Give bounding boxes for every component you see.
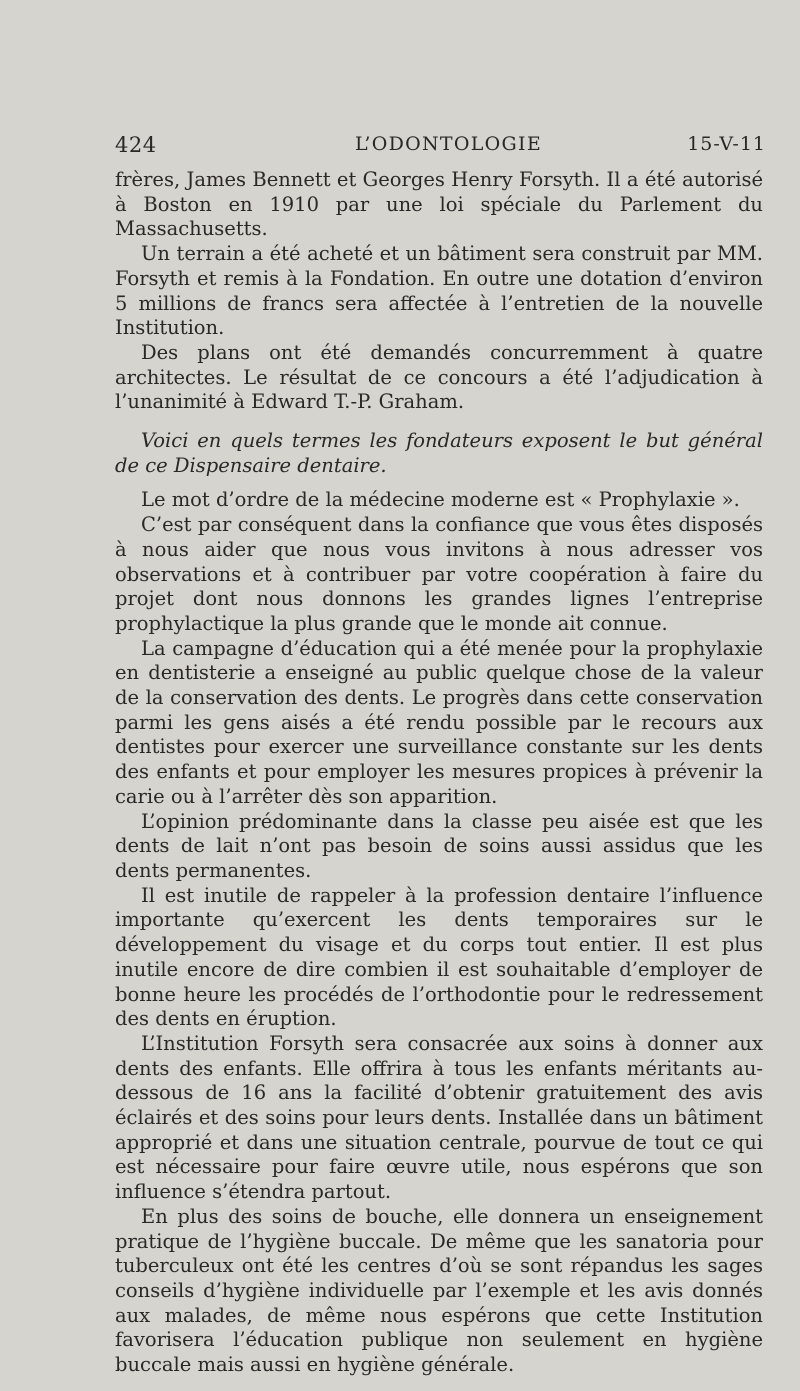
running-title: L’ODONTOLOGIE: [355, 133, 543, 155]
paragraph-continuation: frères, James Bennett et Georges Henry Forsyth. Il a été autorisé à Boston en 1910 par une loi spéciale du Parlement du Massachusetts.: [115, 168, 763, 241]
paragraph-opinion: L’opinion prédominante dans la classe peu aisée est que les dents de lait n’ont pas besoin de soins aussi assidus que les dents permanentes.: [115, 809, 763, 882]
body-text: [115, 168, 763, 1378]
paragraph-confiance: C’est par conséquent dans la confiance que vous êtes disposés à nous aider que nous vous invitons à nous adresser vos observations et à contribuer par votre coopération à faire du projet dont nous donnons les grandes lignes l’entreprise prophylactique la plus grande que le monde ait connue.: [115, 513, 763, 635]
paragraph-campagne: La campagne d’éducation qui a été menée pour la prophylaxie en dentisterie a enseigné au public quelque chose de la valeur de la conservation des dents. Le progrès dans cette conservation parmi les gens aisés a été rendu possible par le recours aux dentistes pour exercer une surveillance constante sur les dents des enfants et pour employer les mesures propices à prévenir la carie ou à l’arrêter dès son apparition.: [115, 636, 763, 808]
page-number: 424: [115, 133, 157, 157]
italic-intro: Voici en quels termes les fondateurs exposent le but général de ce Dispensaire dentaire.: [115, 429, 763, 477]
paragraph-hygiene: En plus des soins de bouche, elle donnera un enseignement pratique de l’hygiène buccale. De même que les sanatoria pour tuberculeux ont été les centres d’où se sont répandus les sages conseils d’hygiène individuelle par l’exemple et les avis donnés aux malades, de même nous espérons que cette Institution favorisera l’éducation publique non seulement en hygiène buccale mais aussi en hygiène générale.: [115, 1204, 763, 1377]
issue-date: 15-V-11: [687, 133, 766, 155]
paragraph-institution: L’Institution Forsyth sera consacrée aux soins à donner aux dents des enfants. Elle offrira à tous les enfants méritants au-dessous de 16 ans la facilité d’obtenir gratuitement des avis éclairés et des soins pour leurs dents. Installée dans un bâtiment approprié et dans une situation centrale, pourvue de tout ce qui est nécessaire pour faire œuvre utile, nous espérons que son influence s’étendra partout.: [115, 1031, 763, 1204]
paragraph-architects: Des plans ont été demandés concurremment à quatre architectes. Le résultat de ce concours a été l’adjudication à l’unanimité à Edward T.-P. Graham.: [115, 340, 763, 414]
paragraph-endowment: Un terrain a été acheté et un bâtiment sera construit par MM. Forsyth et remis à la Fondation. En outre une dotation d’environ 5 millions de francs sera affectée à l’entretien de la nouvelle Institution.: [115, 242, 763, 340]
page-header: [115, 133, 766, 159]
paragraph-inutile: Il est inutile de rappeler à la profession dentaire l’influence importante qu’exercent les dents temporaires sur le développement du visage et du corps tout entier. Il est plus inutile encore de dire combien il est souhaitable d’employer de bonne heure les procédés de l’orthodontie pour le redressement des dents en éruption.: [115, 883, 763, 1031]
paragraph-prophylaxie: Le mot d’ordre de la médecine moderne est « Prophylaxie ».: [141, 488, 740, 512]
